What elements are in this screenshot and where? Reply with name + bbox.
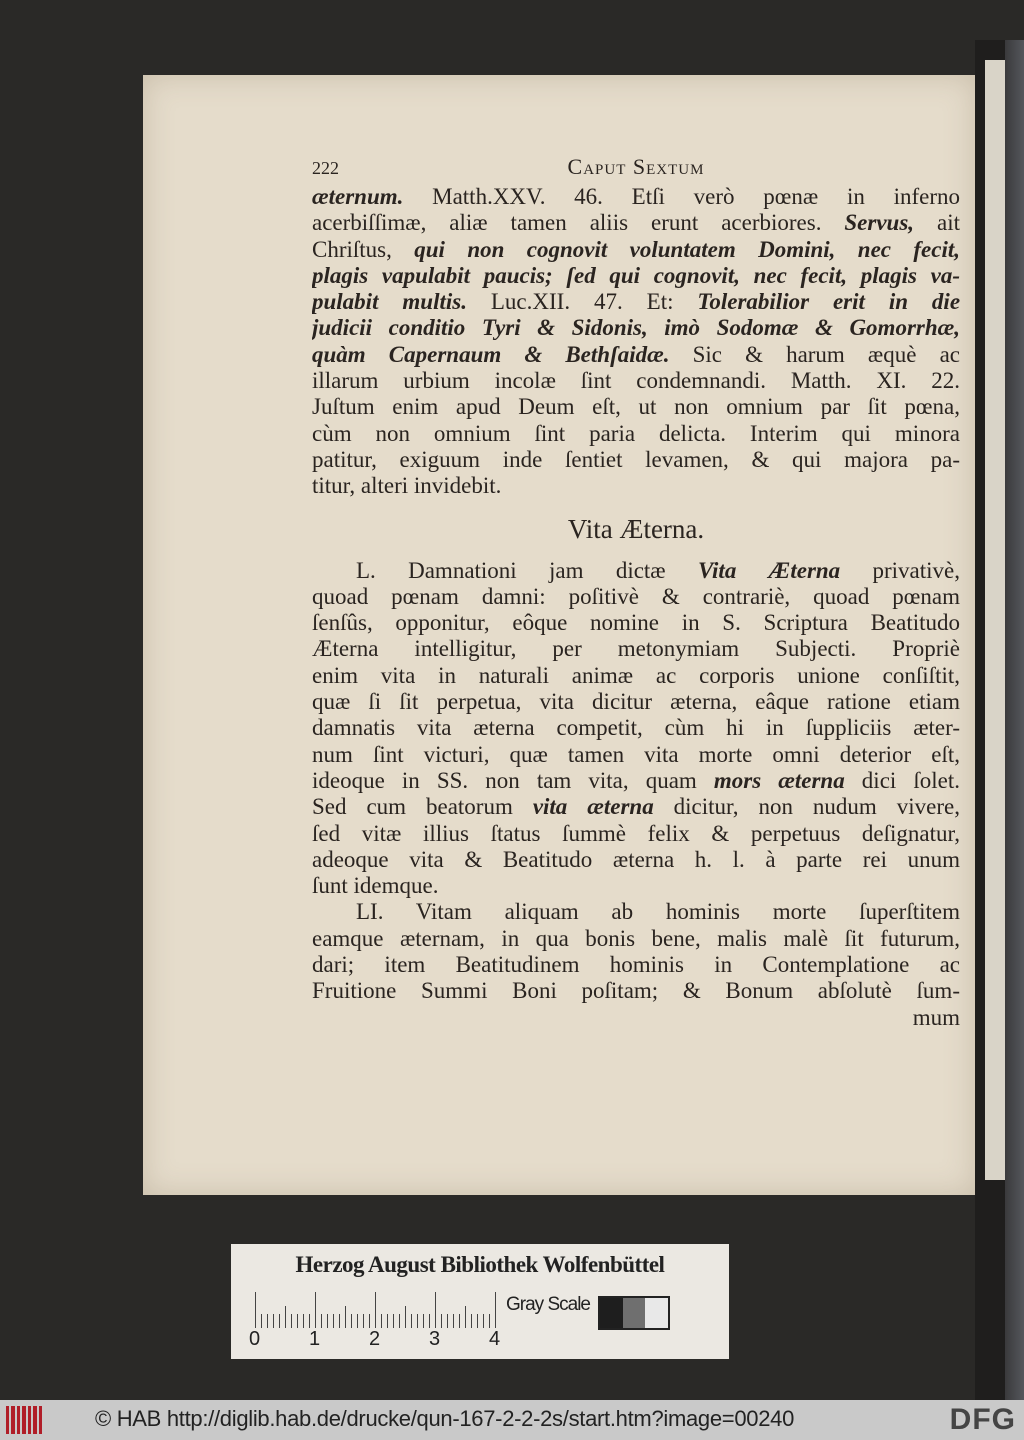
ruler-tick — [357, 1314, 358, 1328]
text-run: ſenſûs, opponitur, eôque nomine in S. Scriptura Beatitudo — [312, 610, 960, 636]
text-line — [312, 368, 960, 394]
ruler-tick — [441, 1314, 442, 1328]
ruler-tick — [267, 1314, 268, 1328]
book-cover-edge — [1005, 40, 1024, 1400]
ruler-tick — [453, 1314, 454, 1328]
ruler-number: 1 — [309, 1328, 321, 1350]
text-line — [312, 663, 960, 689]
text-run: dici ſolet. — [844, 767, 960, 793]
text-run: privativè, — [840, 557, 960, 583]
italic-text: vita æterna — [532, 794, 654, 820]
gray-scale-swatch — [598, 1296, 670, 1330]
text-run: adeoque vita & Beatitudo æterna h. l. à parte rei unum — [312, 846, 960, 872]
text-run: Matth.XXV. 46. Etſi verò pœnæ in inferno — [403, 184, 960, 209]
text-line — [312, 289, 960, 315]
text-run: ſed vitæ illius ſtatus ſummè felix & perpetuus deſignatur, — [312, 820, 960, 846]
text-run: dari; item Beatitudinem hominis in Contemplatione ac — [312, 952, 960, 978]
ruler-tick — [477, 1314, 478, 1328]
italic-text: æternum. — [312, 184, 404, 209]
text-run: illarum urbium incolæ ſint condemnandi. Matth. XI. 22. — [312, 368, 960, 394]
ruler-tick — [345, 1306, 346, 1328]
ruler-tick — [381, 1314, 382, 1328]
text-run: dicitur, non nudum vivere, — [653, 794, 960, 820]
ruler-tick — [429, 1314, 430, 1328]
section-heading: Vita Æterna. — [567, 513, 705, 544]
text-run: LI. Vitam aliquam ab hominis morte ſuperſtitem — [356, 899, 960, 925]
ruler-tick — [375, 1292, 376, 1328]
text-run: Sic & harum æquè ac — [669, 341, 960, 367]
text-run: ſunt idemque. — [312, 873, 439, 899]
text-run: quæ ſi ſit perpetua, vita dicitur æterna, eâque ratione etiam — [312, 689, 960, 715]
text-line — [312, 636, 960, 662]
text-line — [312, 558, 960, 584]
copyright-link[interactable]: © HAB http://diglib.hab.de/drucke/qun-167-2-2-2s/start.htm?image=00240 — [95, 1406, 795, 1431]
ruler-tick — [393, 1314, 394, 1328]
text-run: cùm non omnium ſint paria delicta. Interim qui minora — [312, 420, 960, 446]
text-run: Sed cum beatorum — [312, 794, 533, 820]
ruler-tick — [273, 1314, 274, 1328]
text-line — [312, 689, 960, 715]
color-scale-card — [231, 1244, 729, 1359]
ruler-tick — [405, 1306, 406, 1328]
ruler-tick — [327, 1314, 328, 1328]
text-line — [312, 715, 960, 741]
text-line — [312, 794, 960, 820]
ruler-tick — [471, 1314, 472, 1328]
ruler-tick — [423, 1314, 424, 1328]
ruler-tick — [369, 1314, 370, 1328]
library-name: Herzog August Bibliothek Wolfenbüttel — [295, 1252, 665, 1277]
text-line — [312, 847, 960, 873]
text-line — [312, 263, 960, 289]
text-line — [312, 742, 960, 768]
ruler-tick — [339, 1314, 340, 1328]
text-run: Æterna intelligitur, per metonymiam Subjecti. Propriè — [312, 636, 960, 662]
ruler-tick — [261, 1314, 262, 1328]
text-run: mum — [912, 1004, 960, 1030]
ruler-number: 3 — [429, 1328, 441, 1350]
text-run: eamque æternam, in qua bonis bene, malis malè ſit futurum, — [312, 925, 960, 951]
text-line — [312, 315, 960, 341]
ruler-tick — [279, 1314, 280, 1328]
ruler-number: 0 — [249, 1328, 261, 1350]
text-run: enim vita in naturali animæ ac corporis unione conſiſtit, — [312, 662, 960, 688]
text-run: patitur, exiguum inde ſentiet levamen, & qui majora pa- — [312, 446, 960, 472]
ruler-tick — [291, 1314, 292, 1328]
hab-logo-icon — [6, 1406, 42, 1434]
text-line — [312, 210, 960, 236]
text-run: L. Damnationi jam dictæ — [356, 557, 698, 583]
text-run: titur, alteri invidebit. — [312, 473, 502, 499]
text-line — [312, 610, 960, 636]
text-line — [312, 342, 960, 368]
ruler-tick — [285, 1306, 286, 1328]
ruler-tick — [387, 1314, 388, 1328]
footer-bar — [0, 1400, 1024, 1440]
text-run: ait — [914, 210, 960, 236]
ruler-tick — [465, 1306, 466, 1328]
text-line — [312, 584, 960, 610]
ruler-number: 2 — [369, 1328, 381, 1350]
italic-text: Vita Æterna — [697, 557, 841, 583]
italic-text: qui non cognovit voluntatem Domini, nec fecit, — [414, 236, 960, 262]
text-run: num ſint victuri, quæ tamen vita morte omni deterior eſt, — [312, 741, 960, 767]
gray-patch — [645, 1298, 668, 1328]
text-line — [312, 821, 960, 847]
italic-text: mors æterna — [713, 767, 845, 793]
text-line — [312, 768, 960, 794]
italic-text: plagis vapulabit paucis; ſed qui cognovit, nec fecit, plagis va- — [312, 262, 960, 288]
text-line — [312, 421, 960, 447]
text-line — [312, 952, 960, 978]
italic-text: Servus, — [844, 210, 915, 236]
text-line — [312, 926, 960, 952]
ruler-tick — [447, 1314, 448, 1328]
text-line — [312, 394, 960, 420]
italic-text: quàm Capernaum & Bethſaidæ. — [312, 341, 670, 367]
ruler-scale — [255, 1292, 495, 1328]
text-run: Luc.XII. 47. Et: — [466, 289, 698, 315]
text-run: ideoque in SS. non tam vita, quam — [312, 767, 714, 793]
ruler-tick — [489, 1314, 490, 1328]
ruler-tick — [351, 1314, 352, 1328]
text-line — [312, 237, 960, 263]
italic-text: Tolerabilior erit in die — [697, 289, 960, 315]
ruler-tick — [435, 1292, 436, 1328]
ruler-tick — [399, 1314, 400, 1328]
text-line — [312, 184, 960, 210]
ruler-number: 4 — [489, 1328, 501, 1350]
text-line — [312, 473, 960, 499]
ruler-tick — [411, 1314, 412, 1328]
text-run: Chriſtus, — [312, 236, 415, 262]
text-run: acerbiſſimæ, aliæ tamen aliis erunt acerbiores. — [312, 210, 845, 236]
gray-patch — [600, 1298, 623, 1328]
gray-scale-label: Gray Scale — [506, 1294, 590, 1315]
ruler-tick — [333, 1314, 334, 1328]
paragraph-block-2 — [312, 558, 960, 1031]
gray-patch — [623, 1298, 646, 1328]
page-text — [312, 154, 960, 1031]
dfg-logo: DFG — [949, 1403, 1016, 1436]
ruler-tick — [309, 1314, 310, 1328]
ruler-tick — [417, 1314, 418, 1328]
ruler-tick — [483, 1314, 484, 1328]
italic-text: judicii conditio Tyri & Sidonis, imò Sodomæ & Gomorrhæ, — [312, 315, 960, 341]
ruler-tick — [321, 1314, 322, 1328]
text-run: Juſtum enim apud Deum eſt, ut non omnium par ſit pœna, — [312, 394, 960, 420]
ruler-tick — [315, 1292, 316, 1328]
text-line — [312, 1005, 960, 1031]
page-number: 222 — [312, 158, 339, 178]
text-line — [312, 447, 960, 473]
running-title: Caput Sextum — [567, 154, 705, 179]
text-line — [312, 873, 960, 899]
ruler-tick — [297, 1314, 298, 1328]
ruler-tick — [363, 1314, 364, 1328]
text-run: damnatis vita æterna competit, cùm hi in ſuppliciis æter- — [312, 715, 960, 741]
ruler-tick — [255, 1292, 256, 1328]
text-line — [312, 899, 960, 925]
ruler-tick — [459, 1314, 460, 1328]
text-run: quoad pœnam damni: poſitivè & contrariè, quoad pœnam — [312, 583, 960, 609]
text-run: Fruitione Summi Boni poſitam; & Bonum abſolutè ſum- — [312, 978, 960, 1004]
ruler-tick — [303, 1314, 304, 1328]
text-line — [312, 978, 960, 1004]
italic-text: pulabit multis. — [312, 289, 467, 315]
ruler-tick — [495, 1292, 496, 1328]
running-head — [312, 154, 960, 184]
paragraph-block-1 — [312, 184, 960, 500]
